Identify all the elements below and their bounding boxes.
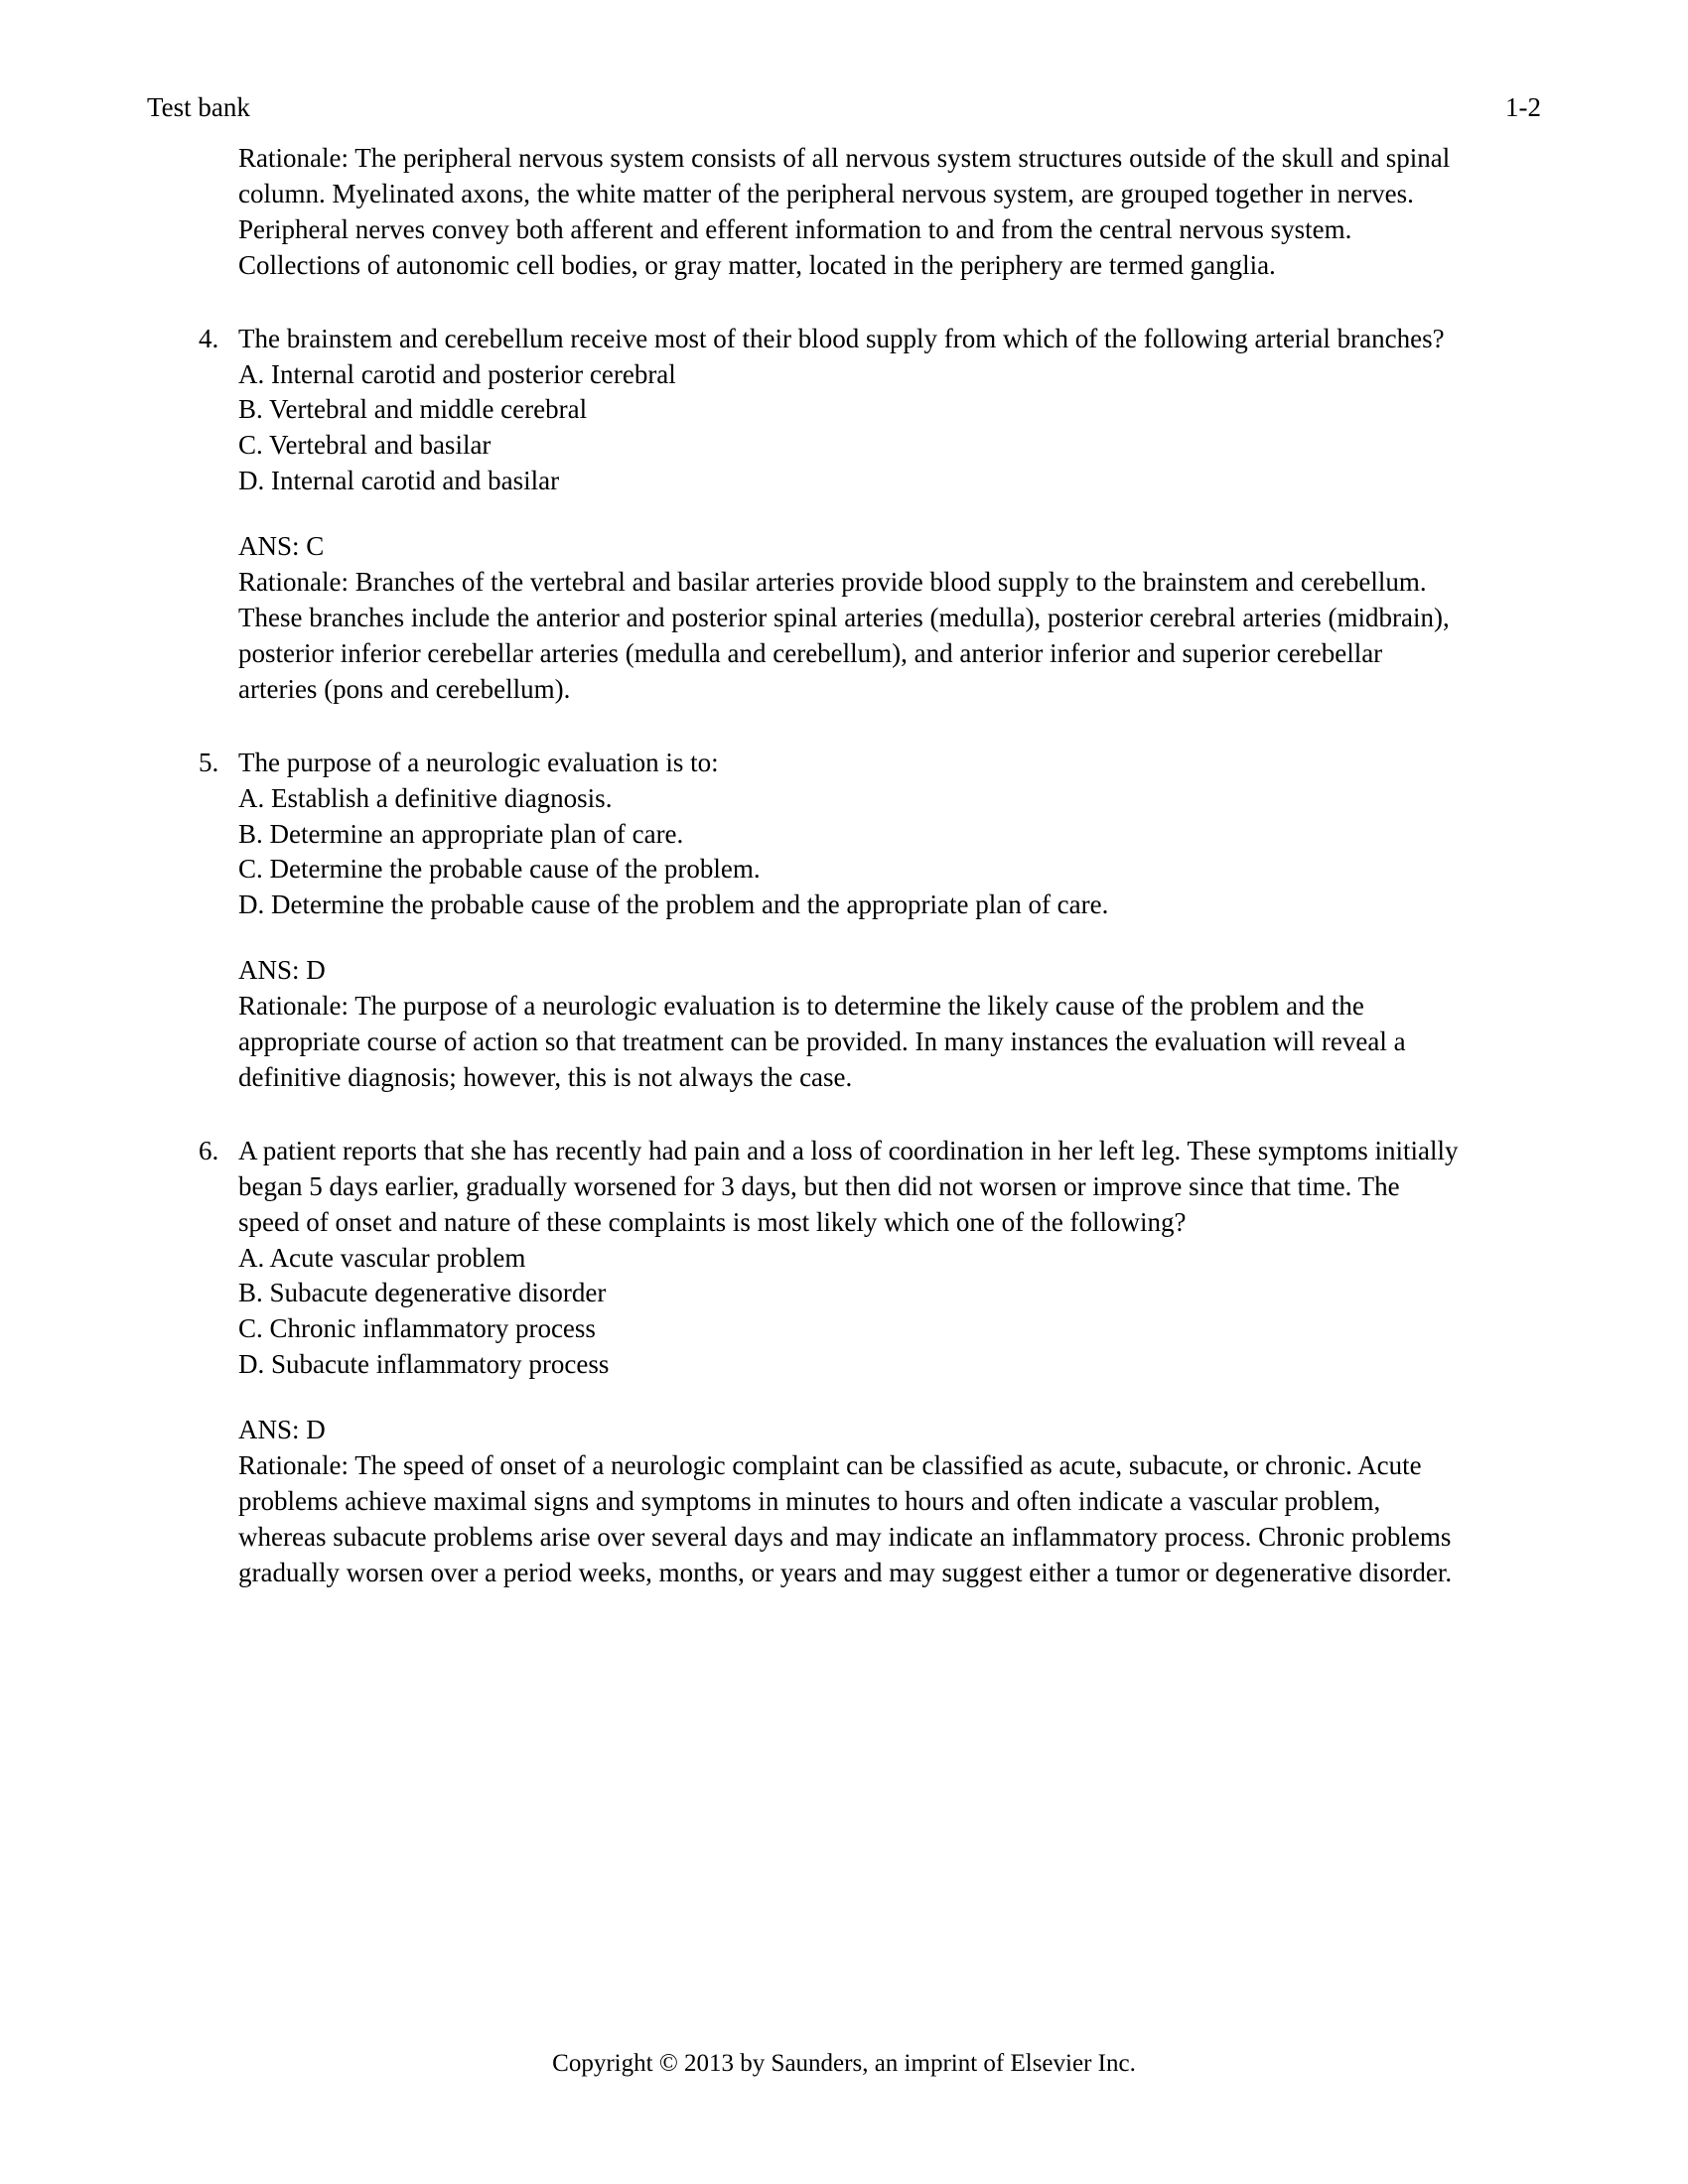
answer-option-d: D. Subacute inflammatory process bbox=[238, 1349, 610, 1380]
answer-option-b: B. Determine an appropriate plan of care. bbox=[238, 818, 684, 849]
question-stem: The purpose of a neurologic evaluation is to: bbox=[238, 747, 719, 777]
question-item bbox=[199, 322, 1462, 708]
page-content bbox=[199, 141, 1462, 1591]
page-number: 1-2 bbox=[1505, 92, 1541, 122]
answer-spacer bbox=[238, 499, 1462, 529]
answer-option-c: C. Vertebral and basilar bbox=[238, 430, 492, 461]
answer-options bbox=[238, 357, 1462, 500]
answer-option-a: A. Internal carotid and posterior cerebral bbox=[238, 358, 676, 389]
section-spacer bbox=[199, 284, 1462, 322]
answer-option-b: B. Subacute degenerative disorder bbox=[238, 1278, 607, 1308]
section-spacer bbox=[199, 1096, 1462, 1134]
answer-key: ANS: D bbox=[238, 1415, 326, 1445]
answer-options bbox=[238, 1241, 1462, 1384]
answer-rationale: Rationale: Branches of the vertebral and basilar arteries provide blood supply to the brainstem and cerebellum. These branches include the anterior and posterior spinal arteries (medulla), posterior cerebral arteries (midbrain), posterior inferior cerebellar arteries (medulla and cerebellum), and anterior inferior and superior cerebellar arteries (pons and cerebellum). bbox=[238, 567, 1450, 704]
answer-option-a: A. Establish a definitive diagnosis. bbox=[238, 782, 613, 813]
question-number: 5. bbox=[199, 747, 219, 777]
copyright-notice: Copyright © 2013 by Saunders, an imprint of Elsevier Inc. bbox=[552, 2050, 1136, 2077]
answer-rationale: Rationale: The speed of onset of a neurologic complaint can be classified as acute, subacute, or chronic. Acute problems achieve maximal signs and symptoms in minutes to hours and often indicate a vascular problem, whereas subacute problems arise over several days and may indicate an inflammatory process. Chronic problems gradually worsen over a period weeks, months, or years and may suggest either a tumor or degenerative disorder. bbox=[238, 1450, 1453, 1587]
question-item bbox=[199, 746, 1462, 1096]
answer-spacer bbox=[238, 1383, 1462, 1413]
answer-spacer bbox=[238, 923, 1462, 953]
page-footer bbox=[0, 2050, 1688, 2078]
question-stem: The brainstem and cerebellum receive most of their blood supply from which of the following arterial branches? bbox=[238, 323, 1445, 353]
answer-option-c: C. Chronic inflammatory process bbox=[238, 1313, 596, 1344]
answer-key: ANS: C bbox=[238, 531, 325, 562]
intro-rationale-text: Rationale: The peripheral nervous system consists of all nervous system structures outside of the skull and spinal column. Myelinated axons, the white matter of the peripheral nervous system, are grouped together in nerves. Peripheral nerves convey both afferent and efferent information to and from the central nervous system. Collections of autonomic cell bodies, or gray matter, located in the periphery are termed ganglia. bbox=[238, 143, 1451, 280]
question-item bbox=[199, 1134, 1462, 1591]
answer-rationale: Rationale: The purpose of a neurologic evaluation is to determine the likely cause of the problem and the appropriate course of action so that treatment can be provided. In many instances the evaluation will reveal a definitive diagnosis; however, this is not always the case. bbox=[238, 991, 1406, 1092]
answer-option-d: D. Internal carotid and basilar bbox=[238, 466, 560, 496]
question-body bbox=[238, 746, 1462, 1096]
running-head-title: Test bank bbox=[147, 92, 250, 122]
answer-option-a: A. Acute vascular problem bbox=[238, 1242, 526, 1273]
answer-option-d: D. Determine the probable cause of the problem and the appropriate plan of care. bbox=[238, 889, 1109, 920]
running-head bbox=[147, 91, 1541, 123]
intro-rationale-block bbox=[199, 141, 1462, 284]
question-body bbox=[238, 1134, 1462, 1591]
answer-option-b: B. Vertebral and middle cerebral bbox=[238, 394, 588, 425]
question-number: 6. bbox=[199, 1135, 219, 1165]
answer-options bbox=[238, 781, 1462, 924]
question-number: 4. bbox=[199, 323, 219, 353]
answer-key: ANS: D bbox=[238, 955, 326, 986]
question-stem: A patient reports that she has recently had pain and a loss of coordination in her left leg. These symptoms initially began 5 days earlier, gradually worsened for 3 days, but then did not worsen or improve since that time. The speed of onset and nature of these complaints is most likely which one of the following? bbox=[238, 1135, 1459, 1237]
question-body bbox=[238, 322, 1462, 708]
answer-option-c: C. Determine the probable cause of the problem. bbox=[238, 854, 761, 885]
section-spacer bbox=[199, 708, 1462, 746]
